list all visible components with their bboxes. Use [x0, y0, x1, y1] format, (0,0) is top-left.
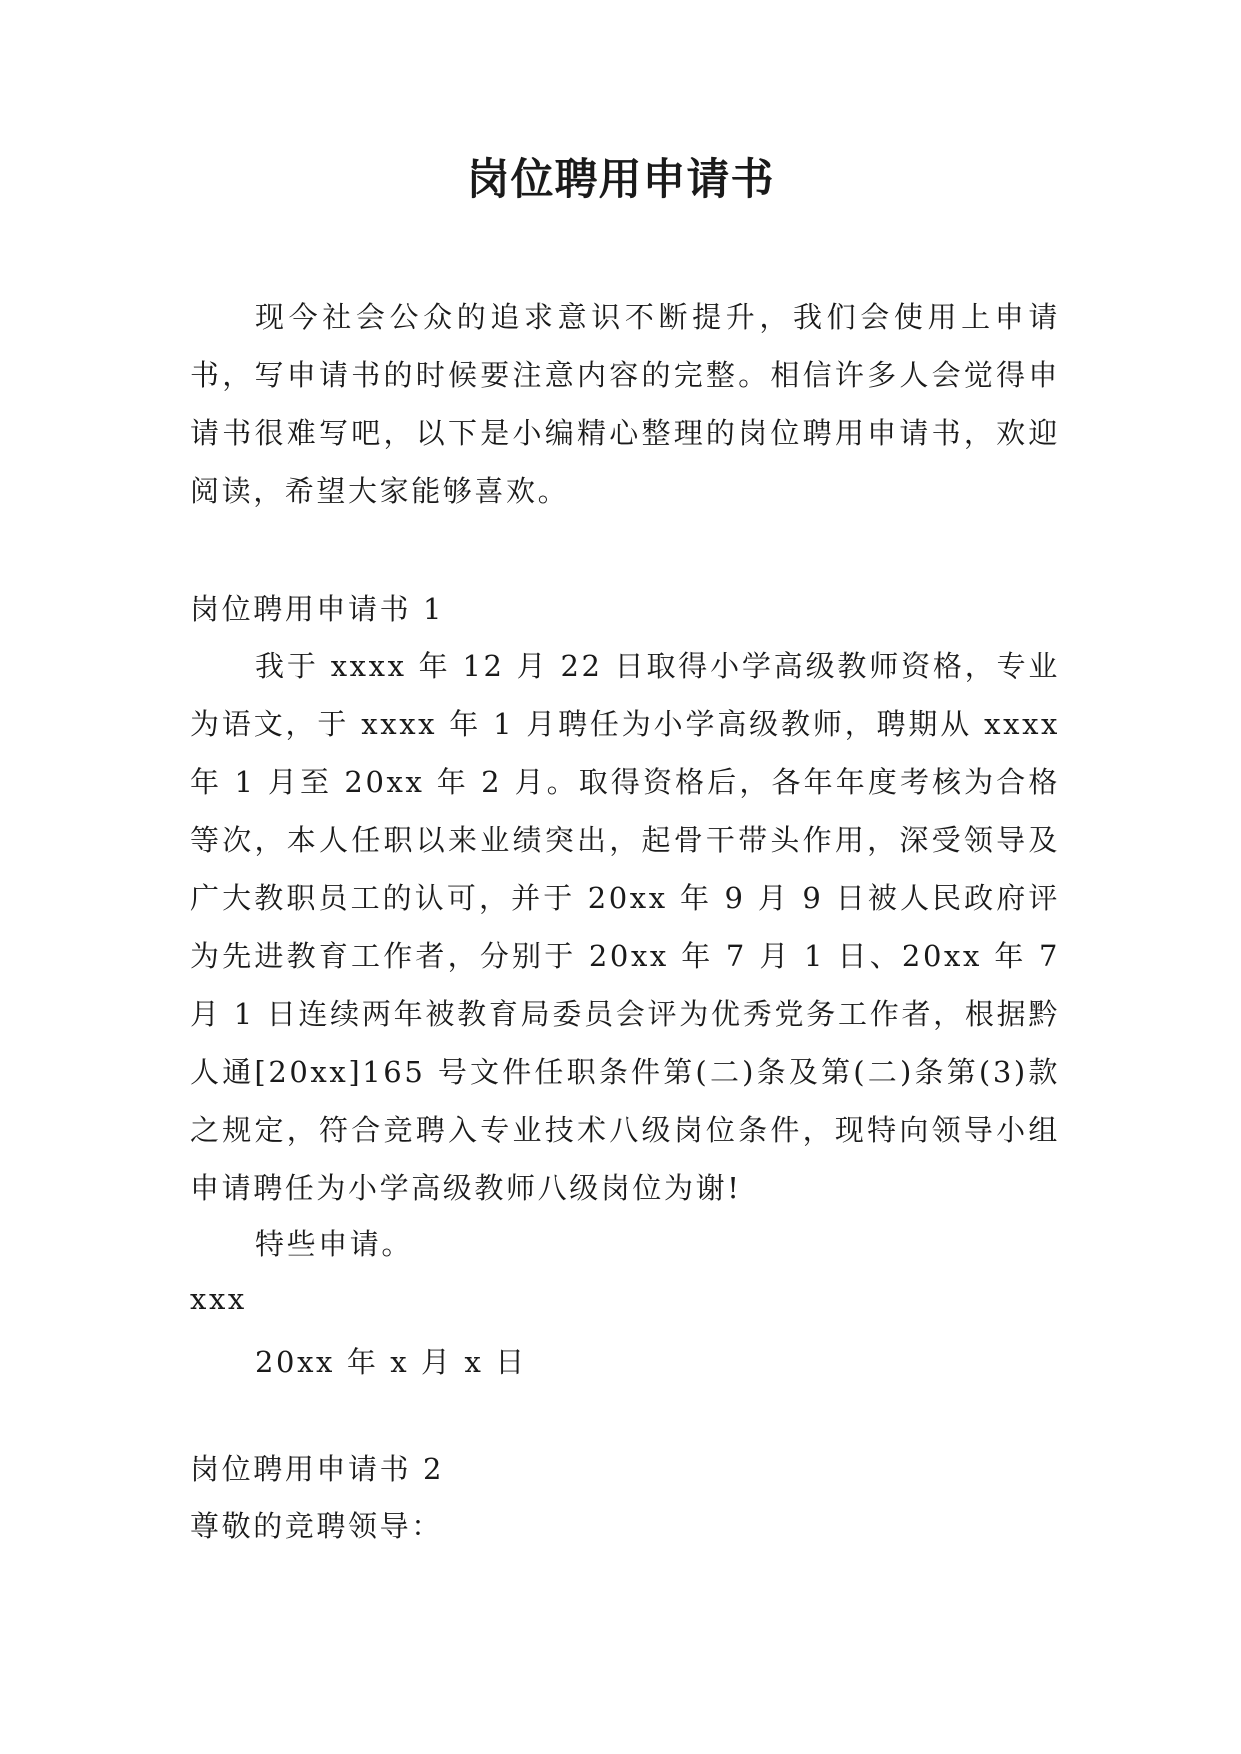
intro-text: 现今社会公众的追求意识不断提升，我们会使用上申请书，写申请书的时候要注意内容的完整。相信许多人会觉得申请书很难写吧，以下是小编精心整理的岗位聘用申请书，欢迎阅读，希望大家能够喜欢。 — [190, 300, 1060, 508]
section-2-salutation-text: 尊敬的竞聘领导： — [190, 1509, 443, 1543]
intro-paragraph — [190, 288, 1060, 520]
section-1-closing — [190, 1215, 1060, 1273]
section-1-signer-text: xxx — [190, 1282, 247, 1316]
section-1-date — [190, 1333, 1060, 1391]
section-1-heading-text: 岗位聘用申请书 1 — [190, 592, 445, 626]
section-2-heading — [190, 1440, 1060, 1498]
section-1-signer — [190, 1270, 1060, 1328]
section-1-closing-text: 特些申请。 — [255, 1227, 414, 1261]
section-1-paragraph — [190, 637, 1060, 1217]
section-1-paragraph-text: 我于 xxxx 年 12 月 22 日取得小学高级教师资格，专业为语文，于 xxxx 年 1 月聘任为小学高级教师，聘期从 xxxx 年 1 月至 20xx 年 2 月。取得资格后，各年年度考核为合格等次，本人任职以来业绩突出，起骨干带头作用，深受领导及广大教职员工的认可，并于 20xx 年 9 月 9 日被人民政府评为先进教育工作者，分别于 20xx 年 7 月 1 日、20xx 年 7 月 1 日连续两年被教育局委员会评为优秀党务工作者，根据黔人通[20xx]165 号文件任职条件第(二)条及第(二)条第(3)款之规定，符合竞聘入专业技术八级岗位条件，现特向领导小组申请聘任为小学高级教师八级岗位为谢! — [190, 649, 1060, 1205]
section-1-date-text: 20xx 年 x 月 x 日 — [255, 1345, 527, 1379]
section-1-heading — [190, 580, 1060, 638]
section-2-heading-text: 岗位聘用申请书 2 — [190, 1452, 445, 1486]
document-title: 岗位聘用申请书 — [466, 155, 775, 205]
section-2-salutation — [190, 1497, 1060, 1555]
